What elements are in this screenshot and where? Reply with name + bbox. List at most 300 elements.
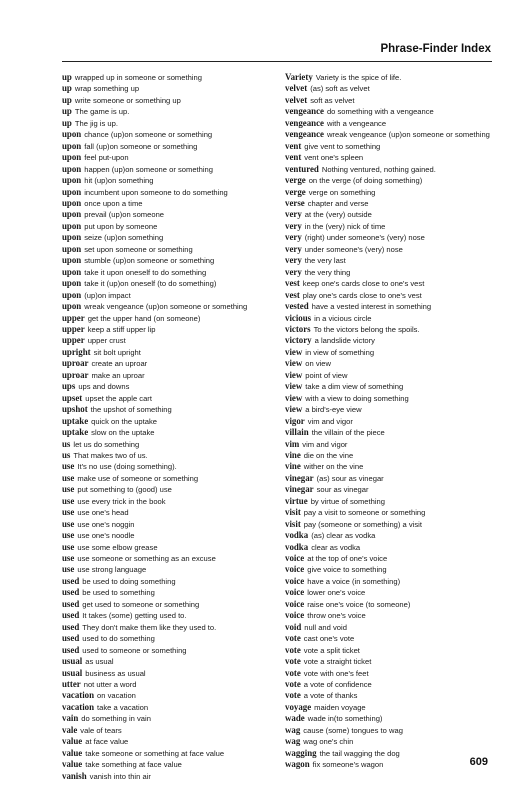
entry-keyword: utter [62,679,81,690]
entry-phrase: soft as velvet [310,95,355,105]
entry-phrase: cast one's vote [303,634,355,644]
entry-keyword: vest [285,278,300,289]
entry-phrase: hit (up)on something [84,176,154,186]
index-entry [62,83,276,94]
entry-phrase: in a vicious circle [314,313,372,323]
index-entry [285,187,495,198]
left-index-column [62,72,276,782]
index-entry [285,553,495,564]
entry-keyword: victory [285,335,312,346]
entry-phrase: pay (someone or something) a visit [303,519,422,529]
index-entry [62,221,276,232]
entry-phrase: put something to (good) use [77,485,172,495]
index-entry [62,198,276,209]
entry-phrase: be used to doing something [82,576,176,586]
entry-phrase: To the victors belong the spoils. [313,324,420,334]
entry-keyword: us [62,438,71,449]
entry-phrase: sit bolt upright [93,347,141,357]
index-entry [62,450,276,461]
entry-phrase: chance (up)on someone or something [84,130,213,140]
entry-phrase: on view [305,359,332,369]
entry-keyword: use [62,461,75,472]
entry-phrase: as usual [85,657,114,667]
index-entry [62,679,276,690]
entry-keyword: vim [285,438,300,449]
entry-keyword: ventured [285,163,319,174]
entry-keyword: upon [62,243,82,254]
entry-keyword: up [62,94,72,105]
entry-phrase: seize (up)on something [84,233,164,243]
index-entry [285,530,495,541]
entry-keyword: vengeance [285,129,324,140]
index-entry [62,244,276,255]
index-entry [62,439,276,450]
index-entry [62,129,276,140]
index-entry [62,587,276,598]
entry-phrase: pay a visit to someone or something [303,508,426,518]
entry-phrase: a vote of thanks [303,691,358,701]
entry-keyword: used [62,621,80,632]
entry-keyword: value [62,759,83,770]
entry-phrase: null and void [304,622,347,632]
entry-phrase: have a vested interest in something [311,302,432,312]
entry-keyword: vote [285,656,301,667]
entry-keyword: void [285,621,302,632]
entry-keyword: upon [62,220,82,231]
entry-keyword: upon [62,140,82,151]
entry-keyword: used [62,610,80,621]
entry-keyword: victors [285,323,311,334]
index-entry [285,290,495,301]
index-entry [285,324,495,335]
entry-keyword: very [285,209,302,220]
entry-keyword: upon [62,301,82,312]
entry-keyword: upon [62,175,82,186]
entry-keyword: use [62,553,75,564]
index-entry [62,152,276,163]
entry-phrase: Variety is the spice of life. [315,73,402,82]
index-entry [285,473,495,484]
entry-keyword: very [285,232,302,243]
index-entry [62,290,276,301]
entry-keyword: upon [62,163,82,174]
entry-keyword: vengeance [285,106,324,117]
entry-phrase: take it (up)on oneself (to do something) [84,279,217,289]
index-entry [62,106,276,117]
index-entry [285,542,495,553]
index-entry [285,564,495,575]
entry-phrase: vanish into thin air [89,771,151,781]
index-entry [62,473,276,484]
entry-keyword: use [62,541,75,552]
index-entry [62,507,276,518]
entry-keyword: Variety [285,72,313,82]
entry-phrase: wade in(to something) [307,714,383,724]
index-entry [285,267,495,278]
index-entry [285,656,495,667]
entry-keyword: use [62,472,75,483]
entry-phrase: play one's cards close to one's vest [302,290,422,300]
entry-phrase: with a view to doing something [305,393,409,403]
entry-keyword: up [62,106,72,117]
entry-phrase: maiden voyage [314,702,366,712]
entry-phrase: make an uproar [91,370,145,380]
entry-phrase: It's no use (doing something). [77,462,177,472]
entry-phrase: throw one's voice [307,611,366,621]
entry-phrase: take something at face value [85,760,182,770]
entry-phrase: put upon by someone [84,221,158,231]
entry-phrase: use one's head [77,508,129,518]
entry-phrase: the very thing [304,267,351,277]
entry-phrase: use someone or something as an excuse [77,554,216,564]
entry-phrase: incumbent upon someone to do something [84,187,228,197]
index-entry [285,519,495,530]
entry-keyword: view [285,346,303,357]
entry-phrase: verge on something [308,187,376,197]
entry-phrase: fall (up)on someone or something [84,141,198,151]
entry-phrase: vim and vigor [302,439,348,449]
entry-keyword: wagon [285,759,310,770]
entry-phrase: (up)on impact [84,290,131,300]
entry-phrase: used to someone or something [82,645,187,655]
entry-keyword: use [62,564,75,575]
index-entry [62,461,276,472]
entry-phrase: vote with one's feet [303,668,369,678]
entry-phrase: on the verge (of doing something) [308,176,423,186]
entry-phrase: take someone or something at face value [85,748,225,758]
entry-keyword: us [62,449,71,460]
entry-phrase: stumble (up)on someone or something [84,256,215,266]
entry-phrase: wither on the vine [303,462,364,472]
entry-keyword: upon [62,197,82,208]
index-entry [62,771,276,782]
entry-phrase: get used to someone or something [82,599,200,609]
index-entry [62,72,276,83]
entry-phrase: That makes two of us. [73,450,148,460]
entry-keyword: visit [285,518,301,529]
index-entry [285,95,495,106]
entry-keyword: used [62,598,80,609]
index-entry [62,118,276,129]
entry-phrase: chapter and verse [307,198,369,208]
entry-keyword: usual [62,667,83,678]
index-entry [62,393,276,404]
entry-phrase: write someone or something up [74,95,181,105]
entry-phrase: business as usual [85,668,146,678]
index-entry [62,255,276,266]
index-entry [62,610,276,621]
entry-keyword: visit [285,507,301,518]
entry-keyword: vacation [62,690,95,701]
entry-keyword: upper [62,323,85,334]
entry-keyword: upon [62,289,82,300]
entry-phrase: cause (some) tongues to wag [303,725,403,735]
entry-keyword: vengeance [285,117,324,128]
index-entry [62,690,276,701]
right-index-column [285,72,495,771]
entry-keyword: uptake [62,427,89,438]
entry-keyword: wagging [285,747,317,758]
entry-keyword: very [285,266,302,277]
index-entry [285,198,495,209]
entry-keyword: very [285,243,302,254]
entry-keyword: upper [62,312,85,323]
entry-keyword: verge [285,175,306,186]
entry-keyword: verse [285,197,305,208]
index-entry [285,370,495,381]
entry-phrase: prevail (up)on someone [84,210,165,220]
entry-phrase: a landslide victory [314,336,375,346]
entry-keyword: view [285,369,303,380]
index-entry [62,622,276,633]
index-entry [285,702,495,713]
entry-keyword: voyage [285,701,312,712]
entry-keyword: use [62,495,75,506]
entry-phrase: be used to something [82,588,155,598]
index-entry [285,450,495,461]
index-entry [62,576,276,587]
index-entry [285,175,495,186]
entry-phrase: vale of tears [80,725,122,735]
index-entry [285,393,495,404]
entry-keyword: view [285,381,303,392]
entry-phrase: vote a straight ticket [303,657,372,667]
entry-keyword: vote [285,633,301,644]
entry-keyword: upon [62,152,82,163]
index-entry [62,530,276,541]
index-entry [285,690,495,701]
index-entry [62,416,276,427]
entry-phrase: (as) soft as velvet [310,84,370,94]
entry-phrase: wreak vengeance (up)on someone or something [84,302,248,312]
entry-keyword: vanish [62,770,87,781]
index-entry [285,507,495,518]
entry-phrase: slow on the uptake [91,428,155,438]
index-entry [285,118,495,129]
entry-phrase: once upon a time [84,198,143,208]
entry-phrase: use strong language [77,565,147,575]
entry-keyword: upon [62,255,82,266]
entry-phrase: fix someone's wagon [312,760,384,770]
entry-keyword: voice [285,610,305,621]
entry-keyword: vent [285,152,302,163]
index-entry [62,175,276,186]
entry-keyword: upon [62,186,82,197]
entry-phrase: the villain of the piece [311,428,385,438]
index-entry [62,404,276,415]
entry-keyword: upon [62,209,82,220]
entry-phrase: lower one's voice [307,588,366,598]
index-entry [285,416,495,427]
index-entry [285,404,495,415]
index-entry [285,106,495,117]
entry-phrase: take a vacation [97,702,149,712]
entry-keyword: vain [62,713,79,724]
entry-phrase: The game is up. [74,107,130,117]
index-entry [285,164,495,175]
entry-phrase: The jig is up. [74,118,118,128]
entry-keyword: up [62,72,72,82]
index-entry [285,347,495,358]
entry-keyword: voice [285,553,305,564]
entry-keyword: vale [62,724,78,735]
entry-phrase: use some elbow grease [77,542,158,552]
index-entry [62,335,276,346]
index-entry [285,610,495,621]
entry-keyword: vote [285,679,301,690]
entry-keyword: wag [285,724,301,735]
entry-keyword: ups [62,381,76,392]
entry-phrase: at the (very) outside [304,210,372,220]
entry-keyword: use [62,530,75,541]
index-entry [285,736,495,747]
entry-phrase: vim and vigor [307,416,353,426]
index-entry [285,576,495,587]
entry-phrase: keep a stiff upper lip [87,324,156,334]
index-entry [285,725,495,736]
index-entry [62,702,276,713]
index-entry [285,496,495,507]
entry-phrase: at the top of one's voice [307,554,388,564]
entry-keyword: upper [62,335,85,346]
index-entry [285,587,495,598]
index-entry [62,599,276,610]
index-entry [62,267,276,278]
entry-keyword: upset [62,392,83,403]
index-entry [62,519,276,530]
entry-keyword: voice [285,598,305,609]
entry-phrase: on vacation [97,691,136,701]
entry-phrase: use one's noodle [77,531,135,541]
entry-phrase: upset the apple cart [85,393,152,403]
entry-keyword: used [62,587,80,598]
entry-phrase: set upon someone or something [84,244,193,254]
entry-keyword: vote [285,644,301,655]
entry-keyword: velvet [285,94,308,105]
index-entry [62,358,276,369]
index-entry [62,209,276,220]
entry-keyword: wade [285,713,305,724]
entry-keyword: used [62,575,80,586]
entry-keyword: virtue [285,495,308,506]
index-entry [285,129,495,140]
index-entry [62,164,276,175]
entry-keyword: view [285,392,303,403]
entry-phrase: the tail wagging the dog [319,748,400,758]
index-entry [285,255,495,266]
index-entry [62,313,276,324]
entry-keyword: vote [285,667,301,678]
index-entry [285,209,495,220]
entry-phrase: a bird's-eye view [305,405,362,415]
index-entry [285,301,495,312]
index-entry [62,301,276,312]
entry-keyword: vinegar [285,472,314,483]
entry-keyword: upon [62,129,82,140]
index-entry [62,278,276,289]
index-entry [62,759,276,770]
entry-keyword: up [62,117,72,128]
entry-keyword: uproar [62,358,89,369]
index-entry [62,713,276,724]
entry-phrase: a vote of confidence [303,680,372,690]
entry-keyword: value [62,736,83,747]
entry-keyword: voice [285,575,305,586]
entry-phrase: in view of something [305,347,375,357]
index-entry [285,439,495,450]
entry-keyword: vinegar [285,484,314,495]
entry-keyword: verge [285,186,306,197]
index-entry [285,427,495,438]
entry-keyword: view [285,404,303,415]
entry-keyword: use [62,507,75,518]
index-entry [285,83,495,94]
entry-phrase: upper crust [87,336,126,346]
index-entry [285,152,495,163]
entry-phrase: with a vengeance [326,118,387,128]
index-entry [62,324,276,335]
entry-keyword: very [285,255,302,266]
entry-phrase: wrapped up in someone or something [74,73,202,82]
entry-keyword: upon [62,232,82,243]
entry-keyword: upon [62,278,82,289]
entry-keyword: vine [285,461,301,472]
entry-keyword: vote [285,690,301,701]
index-entry [285,244,495,255]
entry-keyword: voice [285,587,305,598]
entry-keyword: vine [285,449,301,460]
entry-keyword: upon [62,266,82,277]
entry-phrase: the upshot of something [90,405,172,415]
entry-keyword: upright [62,346,91,357]
entry-phrase: make use of someone or something [77,473,199,483]
entry-phrase: give voice to something [307,565,387,575]
entry-phrase: use every trick in the book [77,496,166,506]
entry-keyword: vacation [62,701,95,712]
index-entry [285,645,495,656]
entry-keyword: uptake [62,415,89,426]
entry-phrase: wag one's chin [303,737,354,747]
entry-phrase: by virtue of something [310,496,385,506]
index-entry [62,496,276,507]
entry-keyword: view [285,358,303,369]
index-entry [285,599,495,610]
index-entry [62,748,276,759]
index-entry [62,656,276,667]
entry-phrase: die on the vine [303,450,354,460]
entry-phrase: do something in vain [81,714,151,724]
entry-keyword: villain [285,427,309,438]
entry-phrase: They don't make them like they used to. [82,622,217,632]
entry-keyword: vodka [285,530,309,541]
entry-keyword: use [62,484,75,495]
entry-keyword: usual [62,656,83,667]
index-entry [62,381,276,392]
index-entry [285,232,495,243]
index-entry [62,484,276,495]
entry-phrase: point of view [305,370,348,380]
index-entry [62,187,276,198]
entry-phrase: quick on the uptake [91,416,158,426]
entry-keyword: vigor [285,415,305,426]
index-entry [62,427,276,438]
entry-phrase: vent one's spleen [304,153,364,163]
entry-keyword: uproar [62,369,89,380]
index-entry [285,72,495,83]
entry-phrase: happen (up)on someone or something [84,164,214,174]
entry-phrase: wreak vengeance (up)on someone or something [326,130,490,140]
header-rule [62,61,492,62]
